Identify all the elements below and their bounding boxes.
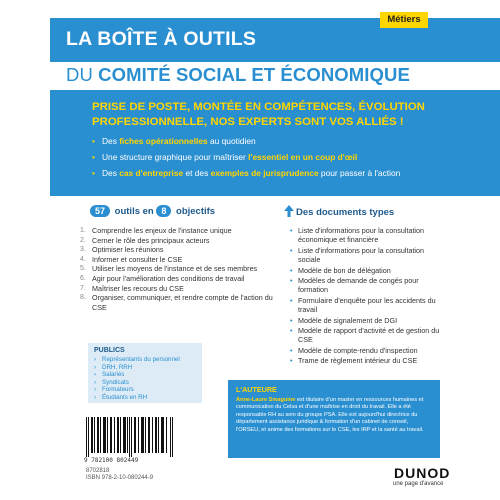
- publisher-tagline: une page d'avance: [393, 481, 444, 487]
- documents-list: [290, 226, 440, 367]
- reference-number: 8702818: [86, 468, 110, 474]
- title-line-1: LA BOÎTE À OUTILS: [66, 28, 257, 50]
- objectives-heading: [90, 205, 215, 217]
- objectives-list: [80, 226, 280, 312]
- title-line-2-bold: COMITÉ SOCIAL ET ÉCONOMIQUE: [98, 64, 410, 85]
- intro-box: [50, 90, 500, 196]
- document-item: • Modèle de bon de délégation: [290, 266, 440, 275]
- document-item: • Liste d'informations pour la consultation économique et financière: [290, 226, 440, 245]
- barcode: [84, 417, 176, 457]
- objective-item: 8. Organiser, communiquer, et rendre compte de l'action du CSE: [80, 293, 273, 312]
- document-item: • Liste d'informations pour la consultation sociale: [290, 246, 440, 265]
- document-item: • Modèles de demande de congés pour formation: [290, 276, 440, 295]
- objective-item: 3. Optimiser les réunions: [80, 245, 164, 255]
- document-item: • Modèle de compte-rendu d'inspection: [290, 346, 440, 355]
- objective-item: 4. Informer et consulter le CSE: [80, 254, 183, 264]
- audience-item: › Représentants du personnel: [94, 356, 196, 364]
- isbn: ISBN 978-2-10-080244-9: [86, 475, 154, 482]
- intro-bullet: • Des cas d'entreprise et des exemples de jurisprudence pour passer à l'action: [92, 167, 492, 179]
- documents-heading: Des documents types: [296, 207, 395, 218]
- author-box: [228, 380, 440, 458]
- objectives-count-badge: 8: [156, 205, 171, 217]
- intro-bullets: [92, 135, 492, 183]
- objective-item: 5. Utiliser les moyens de l'instance et de ses membres: [80, 264, 258, 274]
- author-title: L'AUTEURE: [236, 385, 277, 394]
- objective-item: 6. Agir pour l'amélioration des conditions de travail: [80, 273, 245, 283]
- intro-bullet: • Une structure graphique pour maîtriser l'essentiel en un coup d'œil: [92, 151, 492, 163]
- document-item: • Modèle de rapport d'activité et de gestion du CSE: [290, 326, 440, 345]
- document-item: • Modèle de signalement de DGI: [290, 316, 440, 325]
- audience-item: › Formateurs: [94, 386, 196, 394]
- barcode-digits: 9 782100 802449: [84, 457, 139, 464]
- title-line-2: [66, 64, 410, 86]
- audience-title: PUBLICS: [94, 347, 125, 354]
- audience-item: › Salariés: [94, 371, 196, 379]
- author-bio: Anne-Laure Smaguine est titulaire d'un master en ressources humaines et communication du Celsa et d'une maîtrise en droit du travail. Elle a été responsable RH au sein du groupe PSA. Elle est aujourd'hui directrice du département assistance juridique & formation d'un cabinet de conseil, l'ORSEU, et anime des formations sur le CSE, les IRP et la santé au travail.: [236, 397, 424, 433]
- tools-count-badge: 57: [90, 205, 110, 217]
- audience-list: [94, 356, 196, 402]
- document-item: • Trame de règlement intérieur du CSE: [290, 356, 440, 365]
- collection-badge: Métiers: [380, 12, 428, 28]
- objective-item: 2. Cerner le rôle des principaux acteurs: [80, 235, 210, 245]
- reference-info: [86, 468, 153, 483]
- objective-item: 1. Comprendre les enjeux de l'instance unique: [80, 226, 232, 235]
- objective-item: 7. Maîtriser les recours du CSE: [80, 283, 184, 293]
- document-item: • Formulaire d'enquête pour les accidents du travail: [290, 296, 440, 315]
- intro-headline: PRISE DE POSTE, MONTÉE EN COMPÉTENCES, ÉVOLUTION PROFESSIONNELLE, NOS EXPERTS SONT VOS ALLIÉS !: [92, 101, 425, 128]
- audience-item: › Étudiants en RH: [94, 394, 196, 402]
- tools-label: outils en: [114, 206, 154, 217]
- intro-bullet: • Des fiches opérationnelles au quotidien: [92, 135, 492, 147]
- objectives-label: objectifs: [176, 206, 216, 217]
- audience-item: › DRH, RRH: [94, 364, 196, 372]
- audience-item: › Syndicats: [94, 379, 196, 387]
- title-line-2-prefix: DU: [66, 64, 93, 85]
- pin-icon: [284, 205, 294, 217]
- audience-box: [88, 343, 202, 403]
- author-name: Anne-Laure Smaguine: [236, 397, 296, 403]
- publisher-logo: DUNOD: [394, 465, 451, 481]
